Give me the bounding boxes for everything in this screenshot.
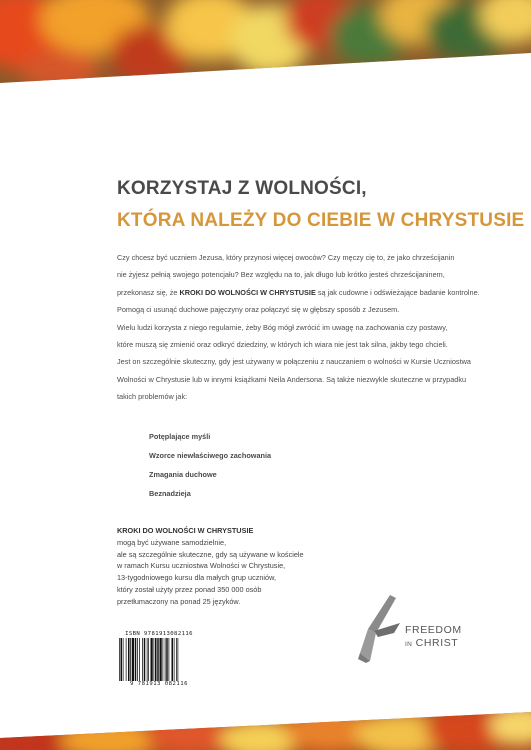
logo-text-line-1: FREEDOM [405,624,462,636]
list-item: Wzorce niewłaściwego zachowania [149,451,272,460]
logo-text-line-2 [405,637,458,649]
usage-line: w ramach Kursu uczniostwa Wolności w Chrystusie, [117,561,286,571]
barcode-bar [126,638,127,681]
barcode-bar [135,638,137,681]
back-cover-heading [117,177,525,233]
list-item: Zmagania duchowe [149,470,217,479]
barcode-bar [144,638,146,681]
usage-line: ale są szczególnie skuteczne, gdy są używane w kościele [117,549,304,559]
freedom-in-christ-logo [356,593,496,663]
barcode-bar [142,638,143,681]
barcode-bar [163,638,164,681]
logo-text-christ: CHRIST [415,637,459,649]
barcode-bar [166,638,168,681]
barcode-bar [154,638,155,681]
isbn-barcode [117,630,201,688]
barcode-bar [137,638,138,681]
description-line: Wielu ludzi korzysta z niego regularnie, żeby Bóg mógł zwrócić im uwagę na zachowania czy postawy, [117,322,448,332]
barcode-bar [174,638,175,681]
heading-line-1: KORZYSTAJ Z WOLNOŚCI, [117,178,367,199]
usage-title: KROKI DO WOLNOŚCI W CHRYSTUSIE [117,526,254,535]
description-line: Wolności w Chrystusie lub w innymi książkami Neila Andersona. Są także niezwykle skuteczne w przypadku [117,374,467,384]
barcode-bar [178,638,179,681]
description-line: Czy chcesz być uczniem Jezusa, który przynosi więcej owoców? Czy męczy cię to, że jako chrześcijanin [117,253,455,262]
barcode-bar [172,638,174,681]
usage-line: który został użyty przez ponad 350 000 osób [117,584,262,594]
heading-line-2: KTÓRA NALEŻY DO CIEBIE W CHRYSTUSIE [117,210,525,231]
barcode-bar [169,638,170,681]
description-text: przekonasz się, że [117,287,180,297]
bottom-decorative-banner [0,700,531,750]
barcode-bar [130,638,131,681]
barcode-bar [151,638,153,681]
barcode-bar [176,638,177,681]
barcode-bar [121,638,123,681]
bottom-banner-art [0,700,531,750]
description-paragraph [117,249,497,406]
barcode-bar [128,638,130,681]
barcode-bar [155,638,157,681]
barcode-bar [119,638,120,681]
barcode-bar [165,638,166,681]
description-text: są jak cudowne i odświeżające badanie kontrolne. [315,287,480,297]
list-item: Beznadzieja [149,489,191,498]
problems-list [149,431,271,507]
description-line: nie żyjesz pełnią swojego potencjału? Bez względu na to, jak długo lub krótko jesteś chrześcijaninem, [117,270,445,280]
description-line: takich problemów jak: [117,392,188,402]
top-decorative-banner [0,0,531,95]
isbn-label: ISBN 9781913082116 [125,631,193,637]
barcode-bar [139,638,140,681]
barcode-bar [147,638,148,681]
barcode-bar [160,638,162,681]
description-line: Pomogą ci usunąć duchowe pajęczyny oraz połączyć się w głębszy sposób z Jezusem. [117,305,400,315]
description-line: które muszą się zmienić oraz odkryć dziedziny, w których ich wiara nie jest tak silna, jakby tego chcieli. [117,340,448,350]
barcode-bar [123,638,124,681]
top-banner-art [0,0,531,95]
barcode-bar [157,638,159,681]
list-item: Potęplające myśli [149,432,211,441]
logo-text-in: IN [405,641,413,648]
barcode-digits: 9 781913 082116 [129,681,189,687]
barcode-bar [132,638,134,681]
usage-line: 13-tygodniowego kursu dla małych grup uczniów, [117,573,276,583]
description-line: Jest on szczególnie skuteczny, gdy jest używany w połączeniu z nauczaniem o wolności w Kursie Uczniostwa [117,357,471,367]
usage-line: przetłumaczony na ponad 25 języków. [117,596,241,606]
usage-block [117,525,317,608]
logo-mark-icon [356,593,404,663]
barcode-bar [148,638,149,681]
barcode-bars [117,638,201,681]
book-title-inline: KROKI DO WOLNOŚCI W CHRYSTUSIE [179,287,316,297]
usage-line: mogą być używane samodzielnie, [117,537,227,547]
description-line [117,284,497,301]
